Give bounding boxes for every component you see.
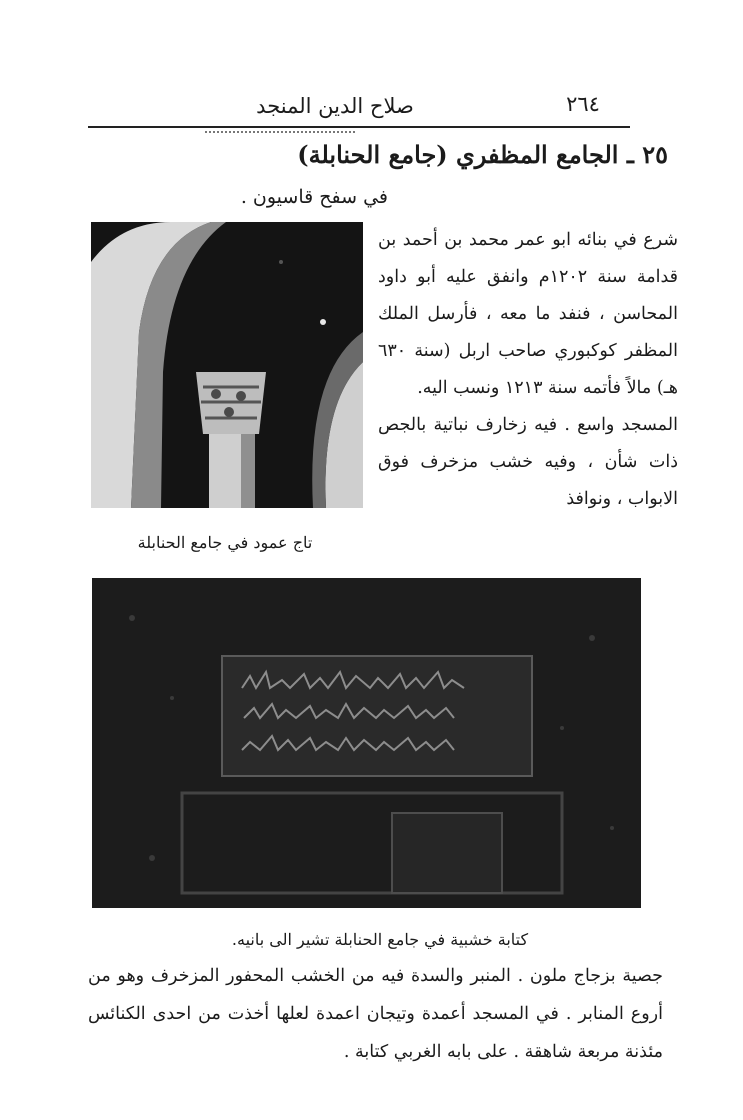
section-location: في سفح قاسيون . — [240, 186, 388, 208]
column-paragraph-history: شرع في بنائه ابو عمر محمد بن أحمد بن قدامة سنة ١٢٠٢م وانفق عليه أبو داود المحاسن ، فنفد ما معه ، فأرسل الملك المظفر كوكبوري صاحب اربل (سنة ٦٣٠ هـ) مالاً فأتمه سنة ١٢١٣ ونسب اليه. — [378, 230, 678, 398]
bottom-paragraph-text: جصية بزجاج ملون . المنبر والسدة فيه من الخشب المحفور المزخرف وهو من أروع المنابر . في المسجد أعمدة وتيجان اعمدة لعلها أخذت من احدى الكنائس مئذنة مربعة شاهقة . على بابه الغربي كتابة . — [88, 966, 663, 1062]
column-capital-photo — [91, 222, 363, 508]
page-number: ٢٦٤ — [566, 92, 600, 116]
wooden-inscription-photo — [92, 578, 641, 908]
running-header-author: صلاح الدين المنجد — [256, 94, 414, 118]
column-capital-caption: تاج عمود في جامع الحنابلة — [137, 533, 313, 552]
section-heading: ٢٥ ـ الجامع المظفري (جامع الحنابلة) — [297, 140, 668, 169]
header-rule-dots — [205, 131, 355, 133]
column-paragraph-description: المسجد واسع . فيه زخارف نباتية بالجص ذات شأن ، وفيه خشب مزخرف فوق الابواب ، ونوافذ — [378, 415, 678, 509]
header-rule — [88, 126, 630, 128]
wooden-inscription-caption: كتابة خشبية في جامع الحنابلة تشير الى بانيه. — [231, 930, 529, 949]
column-text — [378, 222, 678, 518]
bottom-paragraph — [88, 957, 663, 1071]
